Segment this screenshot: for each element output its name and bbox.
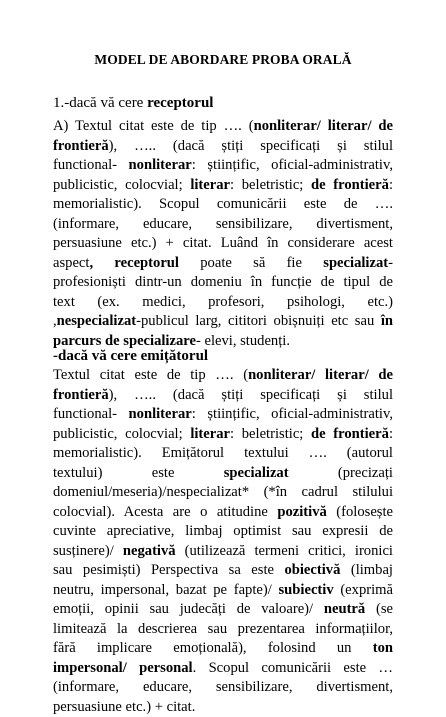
text-line <box>53 366 393 386</box>
text-run: emoții, opinii sau judecăți de valoare)/ <box>53 601 324 617</box>
heading-emitator: -dacă vă cere emițătorul <box>53 347 413 365</box>
bold-text: în <box>381 313 393 329</box>
text-run: aspect <box>53 255 89 271</box>
text-line <box>53 405 393 425</box>
text-line <box>53 215 393 235</box>
text-line <box>53 254 393 274</box>
text-line <box>53 195 393 215</box>
text-run: : științific, oficial-administrativ, <box>192 406 393 422</box>
bold-text: nonliterar <box>129 406 192 422</box>
text-run: (informare, educare, sensibilizare, divertisment, <box>53 216 393 232</box>
bold-text: obiectivă <box>284 562 340 578</box>
text-run: publicistic, colocvial; <box>53 426 190 442</box>
text-run: susținere)/ <box>53 543 123 559</box>
text-line <box>53 620 393 640</box>
text-run: A) Textul citat este de tip …. ( <box>53 118 254 134</box>
bold-text: frontieră <box>53 387 109 403</box>
paragraph-emitator <box>53 366 393 717</box>
text-line <box>53 312 393 332</box>
text-run: -publicul larg, cititori obișnuiți etc sau <box>136 313 381 329</box>
bold-text: literar <box>190 426 230 442</box>
text-run: : <box>389 426 393 442</box>
bold-text: de frontieră <box>311 177 389 193</box>
text-run: sau pesimiști) Perspectiva sa este <box>53 562 284 578</box>
text-line <box>53 522 393 542</box>
text-run: text (ex. medici, profesori, psihologi, etc.) <box>53 294 393 310</box>
text-line <box>53 483 393 503</box>
text-line <box>53 600 393 620</box>
text-line <box>53 659 393 679</box>
text-run: colocvial). Acesta are o atitudine <box>53 504 277 520</box>
bold-text: frontieră <box>53 138 109 154</box>
text-run: memorialistic). Emițătorul textului …. (autorul <box>53 445 393 461</box>
bold-text: nespecializat <box>57 313 136 329</box>
heading-receptor-bold: receptorul <box>147 95 213 111</box>
text-run: (limbaj <box>340 562 393 578</box>
text-run: cuvinte apreciative, limbaj optimist sau expresii de <box>53 523 393 539</box>
text-line <box>53 386 393 406</box>
text-line <box>53 137 393 157</box>
text-run: profesioniști dintr-un domeniu în funcție de tipul de <box>53 274 393 290</box>
text-line <box>53 581 393 601</box>
bold-text: specializat <box>224 465 289 481</box>
text-line <box>53 176 393 196</box>
text-run: ), ….. (dacă știți specificați și stilul <box>109 387 393 403</box>
text-line <box>53 464 393 484</box>
text-line <box>53 444 393 464</box>
bold-text: nonliterar/ literar/ de <box>254 118 393 134</box>
text-run: - elevi, studenți. <box>196 333 290 349</box>
text-run: , <box>53 313 57 329</box>
text-run: : beletristic; <box>230 177 311 193</box>
text-run: functional- <box>53 157 129 173</box>
text-run: (informare, educare, sensibilizare, divertisment, <box>53 679 393 695</box>
text-run: persuasiune etc.) + citat. Luând în considerare acest <box>53 235 393 251</box>
bold-text: , receptorul <box>89 255 179 271</box>
text-run: (utilizează termeni critici, ironici <box>176 543 393 559</box>
text-line <box>53 503 393 523</box>
bold-text: negativă <box>123 543 176 559</box>
text-run: poate să fie <box>179 255 323 271</box>
text-run: textului) este <box>53 465 224 481</box>
text-run: domeniul/meseria)/nespecializat* (*în cadrul stilului <box>53 484 393 500</box>
bold-text: literar <box>190 177 230 193</box>
heading-receptor-prefix: 1.-dacă vă cere <box>53 95 147 111</box>
paragraph-receptor <box>53 117 393 351</box>
text-run: (exprimă <box>334 582 393 598</box>
bold-text: ton <box>373 640 393 656</box>
text-run: publicistic, colocvial; <box>53 177 190 193</box>
text-run: : <box>389 177 393 193</box>
text-line <box>53 425 393 445</box>
text-run: (se <box>365 601 393 617</box>
text-run: ), ….. (dacă știți specificați și stilul <box>109 138 393 154</box>
text-line <box>53 698 393 717</box>
text-run: Textul citat este de tip …. ( <box>53 367 248 383</box>
text-line <box>53 293 393 313</box>
bold-text: impersonal/ personal <box>53 660 193 676</box>
text-run: - <box>388 255 393 271</box>
text-run: : științific, oficial-administrativ, <box>192 157 393 173</box>
text-line <box>53 639 393 659</box>
text-run: persuasiune etc.) + citat. <box>53 699 195 715</box>
text-line <box>53 156 393 176</box>
text-line <box>53 561 393 581</box>
document-title: MODEL DE ABORDARE PROBA ORALĂ <box>0 52 446 68</box>
bold-text: pozitivă <box>277 504 326 520</box>
text-run: : beletristic; <box>230 426 311 442</box>
text-line <box>53 542 393 562</box>
text-run: fără implicare emoțională), folosind un <box>53 640 373 656</box>
text-run: (folosește <box>327 504 393 520</box>
bold-text: de frontieră <box>311 426 389 442</box>
text-line <box>53 273 393 293</box>
bold-text: parcurs de specializare <box>53 333 196 349</box>
bold-text: nonliterar/ literar/ de <box>248 367 393 383</box>
text-run: . Scopul comunicării este … <box>193 660 393 676</box>
text-run: memorialistic). Scopul comunicării este de …. <box>53 196 393 212</box>
bold-text: subiectiv <box>279 582 334 598</box>
text-line <box>53 678 393 698</box>
bold-text: neutră <box>324 601 365 617</box>
heading-receptor <box>53 94 413 112</box>
text-run: (precizați <box>289 465 393 481</box>
text-line <box>53 117 393 137</box>
bold-text: nonliterar <box>129 157 192 173</box>
text-run: neutru, impersonal, bazat pe fapte)/ <box>53 582 279 598</box>
text-line <box>53 234 393 254</box>
text-run: functional- <box>53 406 129 422</box>
text-run: limitează la descrierea sau prezentarea informațiilor, <box>53 621 393 637</box>
bold-text: specializat <box>323 255 388 271</box>
